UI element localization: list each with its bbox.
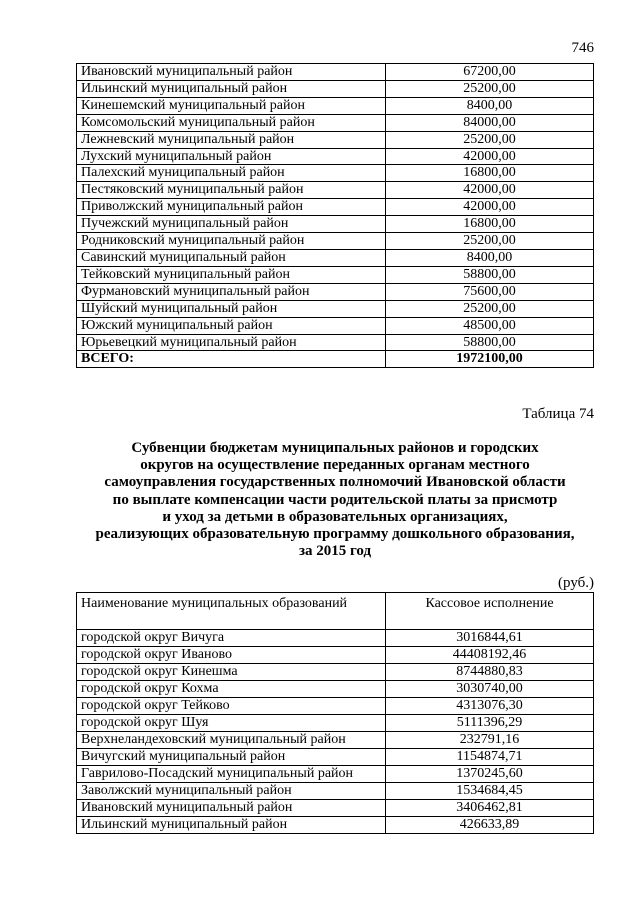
title-line: реализующих образовательную программу дошкольного образования,	[95, 526, 575, 543]
cell-value: 8400,00	[386, 97, 594, 114]
cell-value: 42000,00	[386, 148, 594, 165]
cell-value: 16800,00	[386, 165, 594, 182]
table-row	[77, 266, 594, 283]
cell-value: 58800,00	[386, 334, 594, 351]
cell-name: Гаврилово-Посадский муниципальный район	[77, 766, 386, 783]
table-row	[77, 698, 594, 715]
table-label: Таблица 74	[522, 406, 594, 422]
table-row	[77, 300, 594, 317]
title-line: за 2015 год	[298, 543, 372, 560]
cell-value: 84000,00	[386, 114, 594, 131]
cell-name: Пестяковский муниципальный район	[77, 182, 386, 199]
cell-value: 16800,00	[386, 216, 594, 233]
cell-value: 5111396,29	[386, 715, 594, 732]
header-value: Кассовое исполнение	[386, 593, 594, 630]
table-row	[77, 233, 594, 250]
cell-value: 25200,00	[386, 131, 594, 148]
cell-name: Родниковский муниципальный район	[77, 233, 386, 250]
cell-value: 8400,00	[386, 249, 594, 266]
cell-value: 42000,00	[386, 182, 594, 199]
cell-value: 1370245,60	[386, 766, 594, 783]
table-row	[77, 783, 594, 800]
table-row	[77, 766, 594, 783]
continued-table-body	[77, 64, 594, 368]
cell-name: городской округ Иваново	[77, 647, 386, 664]
cell-value: 8744880,83	[386, 664, 594, 681]
cell-name: городской округ Шуя	[77, 715, 386, 732]
cell-name: городской округ Кохма	[77, 681, 386, 698]
table-row	[77, 749, 594, 766]
total-row	[77, 351, 594, 368]
cell-name: Пучежский муниципальный район	[77, 216, 386, 233]
table-row	[77, 800, 594, 817]
table-row	[77, 334, 594, 351]
subvention-table	[76, 592, 594, 834]
cell-value: 1534684,45	[386, 783, 594, 800]
table-row	[77, 283, 594, 300]
table-row	[77, 64, 594, 81]
title-line: самоуправления государственных полномочий Ивановской области	[104, 474, 566, 491]
table-row	[77, 131, 594, 148]
cell-name: Приволжский муниципальный район	[77, 199, 386, 216]
table-row	[77, 80, 594, 97]
cell-name: Ивановский муниципальный район	[77, 800, 386, 817]
table-row	[77, 114, 594, 131]
cell-name: городской округ Тейково	[77, 698, 386, 715]
cell-name: Тейковский муниципальный район	[77, 266, 386, 283]
cell-name: Лежневский муниципальный район	[77, 131, 386, 148]
cell-value: 232791,16	[386, 732, 594, 749]
table-row	[77, 199, 594, 216]
cell-name: Комсомольский муниципальный район	[77, 114, 386, 131]
title-line: по выплате компенсации части родительской платы за присмотр	[112, 491, 558, 508]
table-row	[77, 148, 594, 165]
cell-value: 3030740,00	[386, 681, 594, 698]
table-row	[77, 182, 594, 199]
title-line: округов на осуществление переданных органам местного	[140, 457, 530, 474]
cell-name: ВСЕГО:	[77, 351, 386, 368]
header-row	[77, 593, 594, 630]
cell-name: Савинский муниципальный район	[77, 249, 386, 266]
cell-name: Юрьевецкий муниципальный район	[77, 334, 386, 351]
table-row	[77, 715, 594, 732]
cell-name: Ильинский муниципальный район	[77, 80, 386, 97]
subvention-table-body	[77, 593, 594, 834]
cell-name: Шуйский муниципальный район	[77, 300, 386, 317]
table-title	[60, 440, 610, 560]
table-row	[77, 216, 594, 233]
cell-name: Вичугский муниципальный район	[77, 749, 386, 766]
table-row	[77, 249, 594, 266]
table-row	[77, 317, 594, 334]
cell-value: 25200,00	[386, 300, 594, 317]
cell-value: 48500,00	[386, 317, 594, 334]
page-number: 746	[571, 40, 594, 56]
cell-name: Заволжский муниципальный район	[77, 783, 386, 800]
cell-value: 3406462,81	[386, 800, 594, 817]
cell-value: 3016844,61	[386, 630, 594, 647]
cell-value: 42000,00	[386, 199, 594, 216]
table-row	[77, 647, 594, 664]
table-row	[77, 664, 594, 681]
cell-value: 44408192,46	[386, 647, 594, 664]
table-row	[77, 732, 594, 749]
cell-value: 426633,89	[386, 817, 594, 834]
cell-name: Южский муниципальный район	[77, 317, 386, 334]
cell-value: 25200,00	[386, 80, 594, 97]
cell-name: городской округ Вичуга	[77, 630, 386, 647]
table-row	[77, 630, 594, 647]
table-row	[77, 681, 594, 698]
cell-name: Лухский муниципальный район	[77, 148, 386, 165]
continued-table	[76, 63, 594, 368]
title-line: Субвенции бюджетам муниципальных районов и городских	[131, 440, 539, 456]
cell-value: 4313076,30	[386, 698, 594, 715]
cell-value: 75600,00	[386, 283, 594, 300]
cell-name: Кинешемский муниципальный район	[77, 97, 386, 114]
table-row	[77, 165, 594, 182]
title-line: и уход за детьми в образовательных организациях,	[162, 508, 508, 525]
cell-name: Ильинский муниципальный район	[77, 817, 386, 834]
header-name: Наименование муниципальных образований	[77, 593, 386, 630]
unit-label: (руб.)	[558, 575, 594, 591]
cell-value: 58800,00	[386, 266, 594, 283]
table-row	[77, 97, 594, 114]
cell-value: 1154874,71	[386, 749, 594, 766]
cell-name: Фурмановский муниципальный район	[77, 283, 386, 300]
table-row	[77, 817, 594, 834]
cell-name: городской округ Кинешма	[77, 664, 386, 681]
cell-name: Верхнеландеховский муниципальный район	[77, 732, 386, 749]
cell-value: 25200,00	[386, 233, 594, 250]
cell-value: 67200,00	[386, 64, 594, 81]
cell-value: 1972100,00	[386, 351, 594, 368]
cell-name: Ивановский муниципальный район	[77, 64, 386, 81]
cell-name: Палехский муниципальный район	[77, 165, 386, 182]
